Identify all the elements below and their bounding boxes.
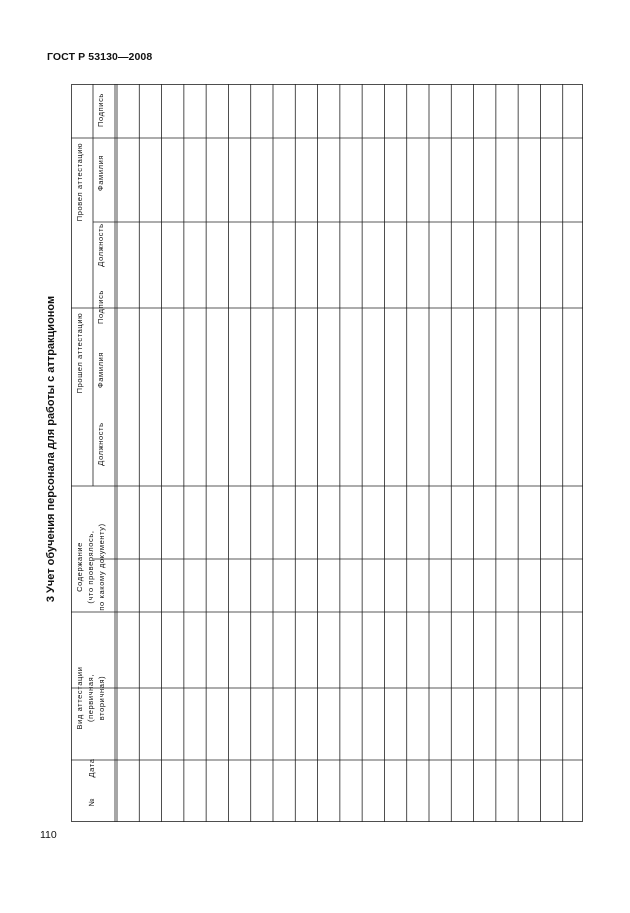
conducted-surname-header: Фамилия: [96, 154, 105, 192]
passed-surname-header: Фамилия: [96, 351, 105, 389]
conducted-signature-header: Подпись: [96, 93, 105, 127]
column-attestation-type-header-line2: (первичная,: [86, 673, 95, 723]
column-attestation-type-header-line1: Вид аттестации: [75, 666, 84, 730]
personnel-training-table: [71, 84, 583, 824]
page-number: 110: [40, 829, 57, 841]
passed-position-header: Должность: [96, 422, 105, 466]
conducted-position-header: Должность: [96, 223, 105, 267]
table-border: [72, 85, 583, 822]
column-attestation-type-header-line3: вторичная): [97, 675, 106, 721]
table-grid: [71, 84, 583, 824]
column-number-header: №: [87, 797, 96, 807]
column-date-header: Дата: [87, 758, 96, 778]
section-title: 3 Учет обучения персонала для работы с аттракционом: [45, 295, 57, 603]
passed-signature-header: Подпись: [96, 290, 105, 324]
group-passed-attestation-header: Прошел аттестацию: [75, 312, 84, 394]
document-header: ГОСТ Р 53130—2008: [47, 51, 153, 63]
column-content-header-line1: Содержание: [75, 542, 84, 592]
column-content-header-line2: (что проверялось,: [86, 530, 95, 604]
group-conducted-attestation-header: Провел аттестацию: [75, 142, 84, 222]
column-content-header-line3: по какому документу): [97, 523, 106, 611]
